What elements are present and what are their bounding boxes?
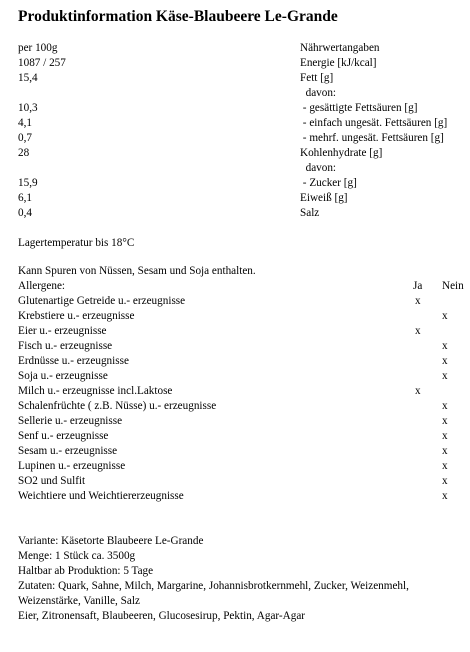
nutrition-value: per 100g xyxy=(18,42,58,54)
allergen-name: Glutenartige Getreide u.- erzeugnisse xyxy=(18,295,186,307)
nutrition-label: - einfach ungesät. Fettsäuren [g] xyxy=(300,117,448,129)
nutrition-value: 10,3 xyxy=(18,102,38,114)
nutrition-label: Kohlenhydrate [g] xyxy=(300,147,383,159)
allergen-header-nein: Nein xyxy=(442,280,464,292)
variant-ingredients-line1: Zutaten: Quark, Sahne, Milch, Margarine, Johannisbrotkernmehl, Zucker, Weizenmehl, xyxy=(18,580,409,592)
allergen-row xyxy=(18,459,468,474)
allergen-name: Senf u.- erzeugnisse xyxy=(18,430,109,442)
allergen-nein-mark: x xyxy=(442,400,448,412)
allergen-name: Eier u.- erzeugnisse xyxy=(18,325,107,337)
allergen-nein-mark: x xyxy=(442,460,448,472)
allergen-row xyxy=(18,309,468,324)
allergen-nein-mark: x xyxy=(442,310,448,322)
allergen-nein-mark: x xyxy=(442,340,448,352)
nutrition-label: Fett [g] xyxy=(300,72,334,84)
allergen-row xyxy=(18,354,468,369)
allergen-nein-mark: x xyxy=(442,355,448,367)
nutrition-label: - Zucker [g] xyxy=(300,177,357,189)
allergen-row xyxy=(18,324,468,339)
allergen-name: Sesam u.- erzeugnisse xyxy=(18,445,118,457)
nutrition-value: 15,9 xyxy=(18,177,38,189)
allergen-ja-mark: x xyxy=(415,325,421,337)
nutrition-value: 15,4 xyxy=(18,72,38,84)
nutrition-row xyxy=(18,161,458,176)
allergen-header-row xyxy=(18,279,468,294)
variant-ingredients-line2: Weizenstärke, Vanille, Salz xyxy=(18,595,140,607)
allergen-row xyxy=(18,369,468,384)
allergen-name: Milch u.- erzeugnisse incl.Laktose xyxy=(18,385,173,397)
allergen-row xyxy=(18,294,468,309)
allergen-row xyxy=(18,429,468,444)
nutrition-row xyxy=(18,176,458,191)
nutrition-label: davon: xyxy=(300,162,337,174)
allergen-row xyxy=(18,384,468,399)
nutrition-value: 6,1 xyxy=(18,192,32,204)
nutrition-value: 0,7 xyxy=(18,132,32,144)
allergen-name: Fisch u.- erzeugnisse xyxy=(18,340,113,352)
nutrition-value: 28 xyxy=(18,147,30,159)
nutrition-label: Salz xyxy=(300,207,320,219)
allergen-name: Schalenfrüchte ( z.B. Nüsse) u.- erzeugnisse xyxy=(18,400,217,412)
nutrition-row xyxy=(18,86,458,101)
variant-ingredients-line3: Eier, Zitronensaft, Blaubeeren, Glucosesirup, Pektin, Agar-Agar xyxy=(18,610,306,622)
nutrition-row xyxy=(18,41,458,56)
allergen-row xyxy=(18,444,468,459)
allergen-name: Erdnüsse u.- erzeugnisse xyxy=(18,355,129,367)
allergen-nein-mark: x xyxy=(442,370,448,382)
storage-temperature: Lagertemperatur bis 18°C xyxy=(18,237,135,249)
allergen-header-ja: Ja xyxy=(413,280,423,292)
allergen-name: Weichtiere und Weichtiererzeugnisse xyxy=(18,490,184,502)
nutrition-value: 1087 / 257 xyxy=(18,57,66,69)
nutrition-row xyxy=(18,101,458,116)
nutrition-label: - mehrf. ungesät. Fettsäuren [g] xyxy=(300,132,444,144)
nutrition-row xyxy=(18,116,458,131)
variant-name: Variante: Käsetorte Blaubeere Le-Grande xyxy=(18,535,204,547)
allergen-name: Krebstiere u.- erzeugnisse xyxy=(18,310,135,322)
nutrition-row xyxy=(18,146,458,161)
allergen-row xyxy=(18,399,468,414)
allergen-nein-mark: x xyxy=(442,415,448,427)
variant-quantity: Menge: 1 Stück ca. 3500g xyxy=(18,550,136,562)
allergen-name: Lupinen u.- erzeugnisse xyxy=(18,460,126,472)
allergen-header-label: Allergene: xyxy=(18,280,66,292)
nutrition-label: - gesättigte Fettsäuren [g] xyxy=(300,102,418,114)
nutrition-label: davon: xyxy=(300,87,337,99)
nutrition-row xyxy=(18,131,458,146)
variant-block xyxy=(18,534,463,624)
nutrition-row xyxy=(18,71,458,86)
allergen-name: Sellerie u.- erzeugnisse xyxy=(18,415,123,427)
nutrition-row xyxy=(18,191,458,206)
nutrition-table xyxy=(18,41,458,221)
nutrition-value: 0,4 xyxy=(18,207,32,219)
variant-shelf-life: Haltbar ab Produktion: 5 Tage xyxy=(18,565,154,577)
allergen-name: SO2 und Sulfit xyxy=(18,475,86,487)
traces-notice: Kann Spuren von Nüssen, Sesam und Soja enthalten. xyxy=(18,265,256,277)
allergen-table xyxy=(18,279,468,504)
allergen-ja-mark: x xyxy=(415,385,421,397)
allergen-nein-mark: x xyxy=(442,490,448,502)
nutrition-row xyxy=(18,206,458,221)
allergen-nein-mark: x xyxy=(442,430,448,442)
allergen-row xyxy=(18,339,468,354)
nutrition-label: Energie [kJ/kcal] xyxy=(300,57,377,69)
nutrition-label: Nährwertangaben xyxy=(300,42,380,54)
allergen-ja-mark: x xyxy=(415,295,421,307)
allergen-nein-mark: x xyxy=(442,475,448,487)
allergen-row xyxy=(18,414,468,429)
page-title: Produktinformation Käse-Blaubeere Le-Grande xyxy=(18,8,338,25)
allergen-row xyxy=(18,474,468,489)
allergen-name: Soja u.- erzeugnisse xyxy=(18,370,108,382)
allergen-nein-mark: x xyxy=(442,445,448,457)
nutrition-label: Eiweiß [g] xyxy=(300,192,348,204)
allergen-row xyxy=(18,489,468,504)
nutrition-row xyxy=(18,56,458,71)
nutrition-value: 4,1 xyxy=(18,117,32,129)
